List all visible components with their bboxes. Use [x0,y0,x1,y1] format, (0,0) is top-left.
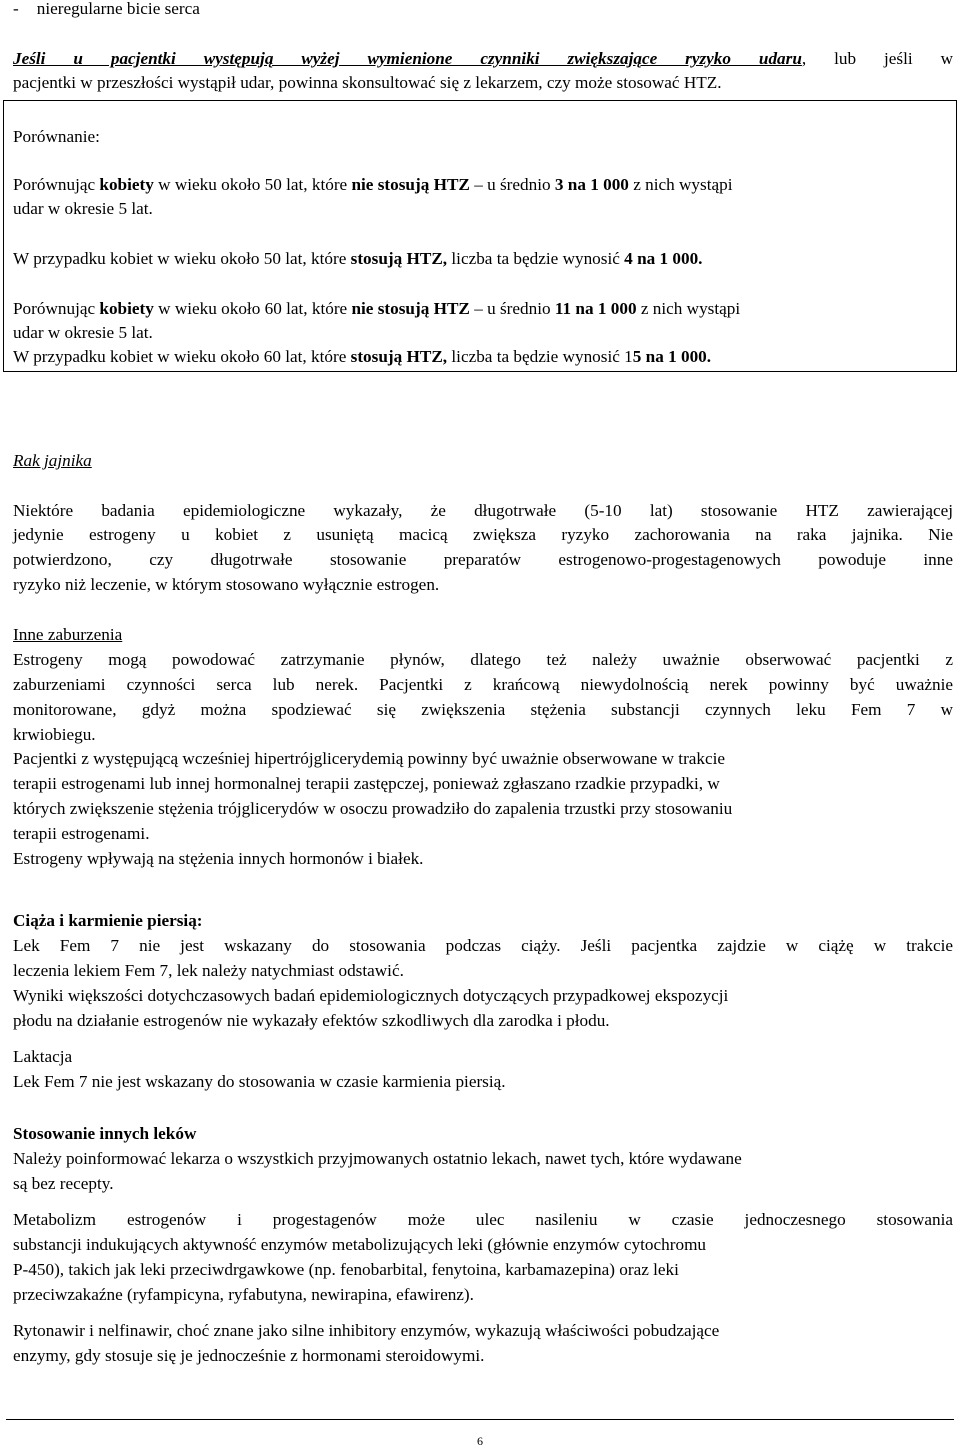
pregnancy-heading: Ciąża i karmienie piersią: [13,911,203,930]
interactions-heading: Stosowanie innych leków [13,1124,197,1143]
stroke-paragraph-line-2: pacjentki w przeszłości wystąpił udar, powinna skonsultować się z lekarzem, czy może stosować HTZ. [13,73,722,92]
pregnancy-line-4: płodu na działanie estrogenów nie wykazały efektów szkodliwych dla zarodka i płodu. [13,1011,610,1030]
ovarian-line-2: jedynie estrogeny u kobiet z usuniętą macicą zwiększa ryzyko zachorowania na raka jajnika. Nie [13,525,953,544]
ovarian-line-1: Niektóre badania epidemiologiczne wykazały, że długotrwałe (5-10 lat) stosowanie HTZ zawierającej [13,501,953,520]
comparison-p1-line-2: udar w okresie 5 lat. [13,199,153,218]
stroke-risk-emphasis: Jeśli u pacjentki występują wyżej wymienione czynniki zwiększające ryzyko udaru [13,49,802,68]
other-disorders-heading: Inne zaburzenia [13,625,123,644]
footer-divider [6,1419,954,1420]
pregnancy-line-2: leczenia lekiem Fem 7, lek należy natychmiast odstawić. [13,961,404,980]
other-line-2: zaburzeniami czynności serca lub nerek. Pacjentki z krańcową niewydolnością nerek powinny być uważnie [13,675,953,694]
other-line-8: terapii estrogenami. [13,824,150,843]
pregnancy-line-3: Wyniki większości dotychczasowych badań epidemiologicznych dotyczących przypadkowej ekspozycji [13,986,729,1005]
lactation-text: Lek Fem 7 nie jest wskazany do stosowania w czasie karmienia piersią. [13,1072,506,1091]
other-line-7: których zwiększenie stężenia trójglicerydów w osoczu prowadziło do zapalenia trzustki przy stosowaniu [13,799,733,818]
pregnancy-line-1: Lek Fem 7 nie jest wskazany do stosowania podczas ciąży. Jeśli pacjentka zajdzie w ciążę w trakcie [13,936,953,955]
comparison-p4: W przypadku kobiet w wieku około 60 lat, które stosują HTZ, liczba ta będzie wynosić 15 na 1 000. [13,347,712,366]
other-line-3: monitorowane, gdyż można spodziewać się zwiększenia stężenia substancji czynnych leku Fem 7 w [13,700,953,719]
comparison-p1-line-1: Porównując kobiety w wieku około 50 lat, które nie stosują HTZ – u średnio 3 na 1 000 z nich wystąpi [13,175,733,194]
other-line-6: terapii estrogenami lub innej hormonalnej terapii zastępczej, ponieważ zgłaszano rzadkie przypadki, w [13,774,720,793]
comparison-p3-line-1: Porównując kobiety w wieku około 60 lat, które nie stosują HTZ – u średnio 11 na 1 000 z nich wystąpi [13,299,741,318]
comparison-p3-line-2: udar w okresie 5 lat. [13,323,153,342]
interactions-p3-line-1: Rytonawir i nelfinawir, choć znane jako silne inhibitory enzymów, wykazują właściwości pobudzające [13,1321,720,1340]
stroke-paragraph-line-1: Jeśli u pacjentki występują wyżej wymienione czynniki zwiększające ryzyko udaru, lub jeśli w [13,49,953,68]
comparison-p2: W przypadku kobiet w wieku około 50 lat, które stosują HTZ, liczba ta będzie wynosić 4 na 1 000. [13,249,703,268]
other-line-1: Estrogeny mogą powodować zatrzymanie płynów, dlatego też należy uważnie obserwować pacjentki z [13,650,953,669]
interactions-p1-line-1: Należy poinformować lekarza o wszystkich przyjmowanych ostatnio lekach, nawet tych, które wydawane [13,1149,742,1168]
ovarian-cancer-heading: Rak jajnika [13,451,92,470]
ovarian-line-4: ryzyko niż leczenie, w którym stosowano wyłącznie estrogen. [13,575,440,594]
comparison-heading: Porównanie: [13,127,100,146]
interactions-p2-line-2: substancji indukujących aktywność enzymów metabolizujących leki (głównie enzymów cytochromu [13,1235,707,1254]
lactation-heading: Laktacja [13,1047,73,1066]
interactions-p1-line-2: są bez recepty. [13,1174,114,1193]
other-line-5: Pacjentki z występującą wcześniej hipertrójglicerydemią powinny być uważnie obserwowane w trakcie [13,749,726,768]
interactions-p2-line-4: przeciwzakaźne (ryfampicyna, ryfabutyna, newirapina, efawirenz). [13,1285,474,1304]
page-number: 6 [477,1434,483,1448]
bullet-dash: - [13,0,19,18]
other-line-9: Estrogeny wpływają na stężenia innych hormonów i białek. [13,849,424,868]
bullet-text: nieregularne bicie serca [36,0,200,18]
interactions-p2-line-3: P-450), takich jak leki przeciwdrgawkowe (np. fenobarbital, fenytoina, karbamazepina) oraz leki [13,1260,679,1279]
other-line-4: krwiobiegu. [13,725,96,744]
bullet-item [13,0,200,20]
interactions-p3-line-2: enzymy, gdy stosuje się je jednocześnie z hormonami steroidowymi. [13,1346,485,1365]
interactions-p2-line-1: Metabolizm estrogenów i progestagenów może ulec nasileniu w czasie jednoczesnego stosowania [13,1210,953,1229]
ovarian-line-3: potwierdzono, czy długotrwałe stosowanie preparatów estrogenowo-progestagenowych powoduje inne [13,550,953,569]
